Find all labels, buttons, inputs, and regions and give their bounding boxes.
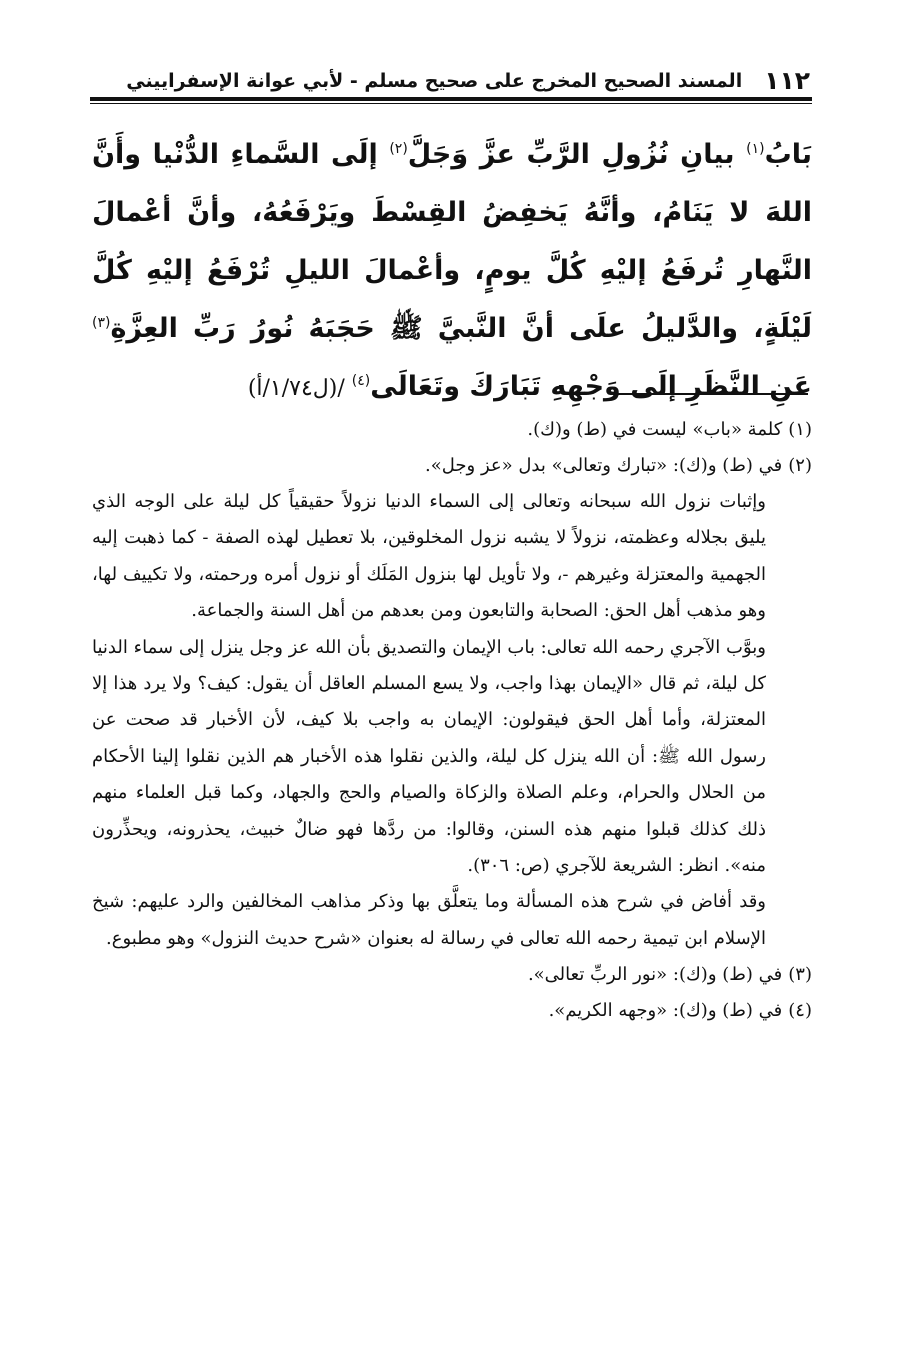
running-title: المسند الصحيح المخرج على صحيح مسلم - لأبي عوانة الإسفراييني xyxy=(126,70,743,92)
footnote-number: (١) xyxy=(788,419,812,440)
footnote-text: في (ط) و(ك): «وجهه الكريم». xyxy=(548,1000,783,1022)
footnote-number: (٤) xyxy=(788,1000,812,1022)
footnote-ref-3: (٣) xyxy=(92,315,111,331)
footnote-text: في (ط) و(ك): «نور الربِّ تعالى». xyxy=(527,964,783,986)
page-number: ١١٢ xyxy=(764,66,810,95)
footnote-separator xyxy=(618,393,808,395)
footnote-2-paragraph-2: وبوَّب الآجري رحمه الله تعالى: باب الإيمان والتصديق بأن الله عز وجل ينزل إلى سماء الدنيا كل ليلة، ثم قال «الإيمان بهذا واجب، ولا يسع المسلم العاقل أن يقول: كيف؟ ولا يرد هذا إلا المعتزلة، وأما أهل الحق فيقولون: الإيمان به واجب بلا كيف، لأن الأخبار قد صحت عن رسول الله ﷺ: أن الله ينزل كل ليلة، والذين نقلوا هذه الأخبار هم الذين نقلوا إلينا الأحكام من الحلال والحرام، وعلم الصلاة والزكاة والصيام والحج والجهاد، وكما قبل العلماء منهم ذلك كذلك قبلوا منهم هذه السنن، وقالوا: من ردَّها فهو ضالٌ خبيث، يحذرونه، ويحذِّرون منه». انظر: الشريعة للآجري (ص: ٣٠٦). xyxy=(92,636,766,877)
chapter-heading-text-4: عَنِ النَّظَرِ إلَى وَجْهِهِ تَبَارَكَ وتَعَالَى xyxy=(370,371,812,402)
footnotes xyxy=(92,412,812,1029)
chapter-heading xyxy=(92,126,812,418)
chapter-heading-text-3: إلَى السَّماءِ الدُّنْيا وأَنَّ اللهَ لا يَنَامُ، وأنَّهُ يَخفِضُ القِسْطَ ويَرْفَعُهُ، وأنَّ أعْمالَ النَّهارِ تُرفَعُ إليْهِ كُلَّ يومٍ، وأعْمالَ الليلِ تُرْفَعُ إليْهِ كُلَّ لَيْلَةٍ، والدَّليلُ علَى أنَّ النَّبيَّ ﷺ حَجَبَهُ نُورُ رَبِّ العِزَّةِ xyxy=(92,139,812,344)
footnote-number: (٣) xyxy=(788,964,812,986)
footnote-1 xyxy=(92,412,812,448)
footnote-2-paragraph-3: وقد أفاض في شرح هذه المسألة وما يتعلَّق بها وذكر مذاهب المخالفين والرد عليهم: شيخ الإسلام ابن تيمية رحمه الله تعالى في رسالة له بعنوان «شرح حديث النزول» وهو مطبوع. xyxy=(92,891,766,949)
footnote-2-paragraph-1: وإثبات نزول الله سبحانه وتعالى إلى السماء الدنيا نزولاً حقيقياً كل ليلة على الوجه الذي يليق بجلاله وعظمته، نزولاً لا يشبه نزول المخلوقين، بلا تعطيل لهذه الصفة - كما ذهبت إليه الجهمية والمعتزلة وغيرهم -، ولا تأويل لها بنزول المَلَك أو نزول أمره ورحمته، ولا تكييف لها، وهو مذهب أهل الحق: الصحابة والتابعون ومن بعدهم من أهل السنة والجماعة. xyxy=(92,491,766,622)
header-rule-thin xyxy=(90,103,812,104)
chapter-heading-text-1: بَابُ xyxy=(764,139,812,170)
footnote-4 xyxy=(92,993,812,1029)
chapter-heading-text-2: بيانِ نُزُولِ الرَّبِّ عزَّ وَجَلَّ xyxy=(407,139,747,170)
page-header xyxy=(92,56,810,96)
footnote-number: (٢) xyxy=(788,455,812,476)
footnote-text: كلمة «باب» ليست في (ط) و(ك). xyxy=(527,419,783,440)
footnote-2 xyxy=(92,448,812,484)
footnote-text: في (ط) و(ك): «تبارك وتعالى» بدل «عز وجل». xyxy=(425,455,783,476)
footnote-ref-2: (٢) xyxy=(389,141,408,157)
header-rule xyxy=(90,97,812,101)
manuscript-folio-ref: /(ل١/٧٤/أ) xyxy=(247,376,352,401)
footnote-ref-4: (٤) xyxy=(351,373,371,389)
footnote-ref-1: (١) xyxy=(746,141,765,157)
footnote-3 xyxy=(92,957,812,993)
